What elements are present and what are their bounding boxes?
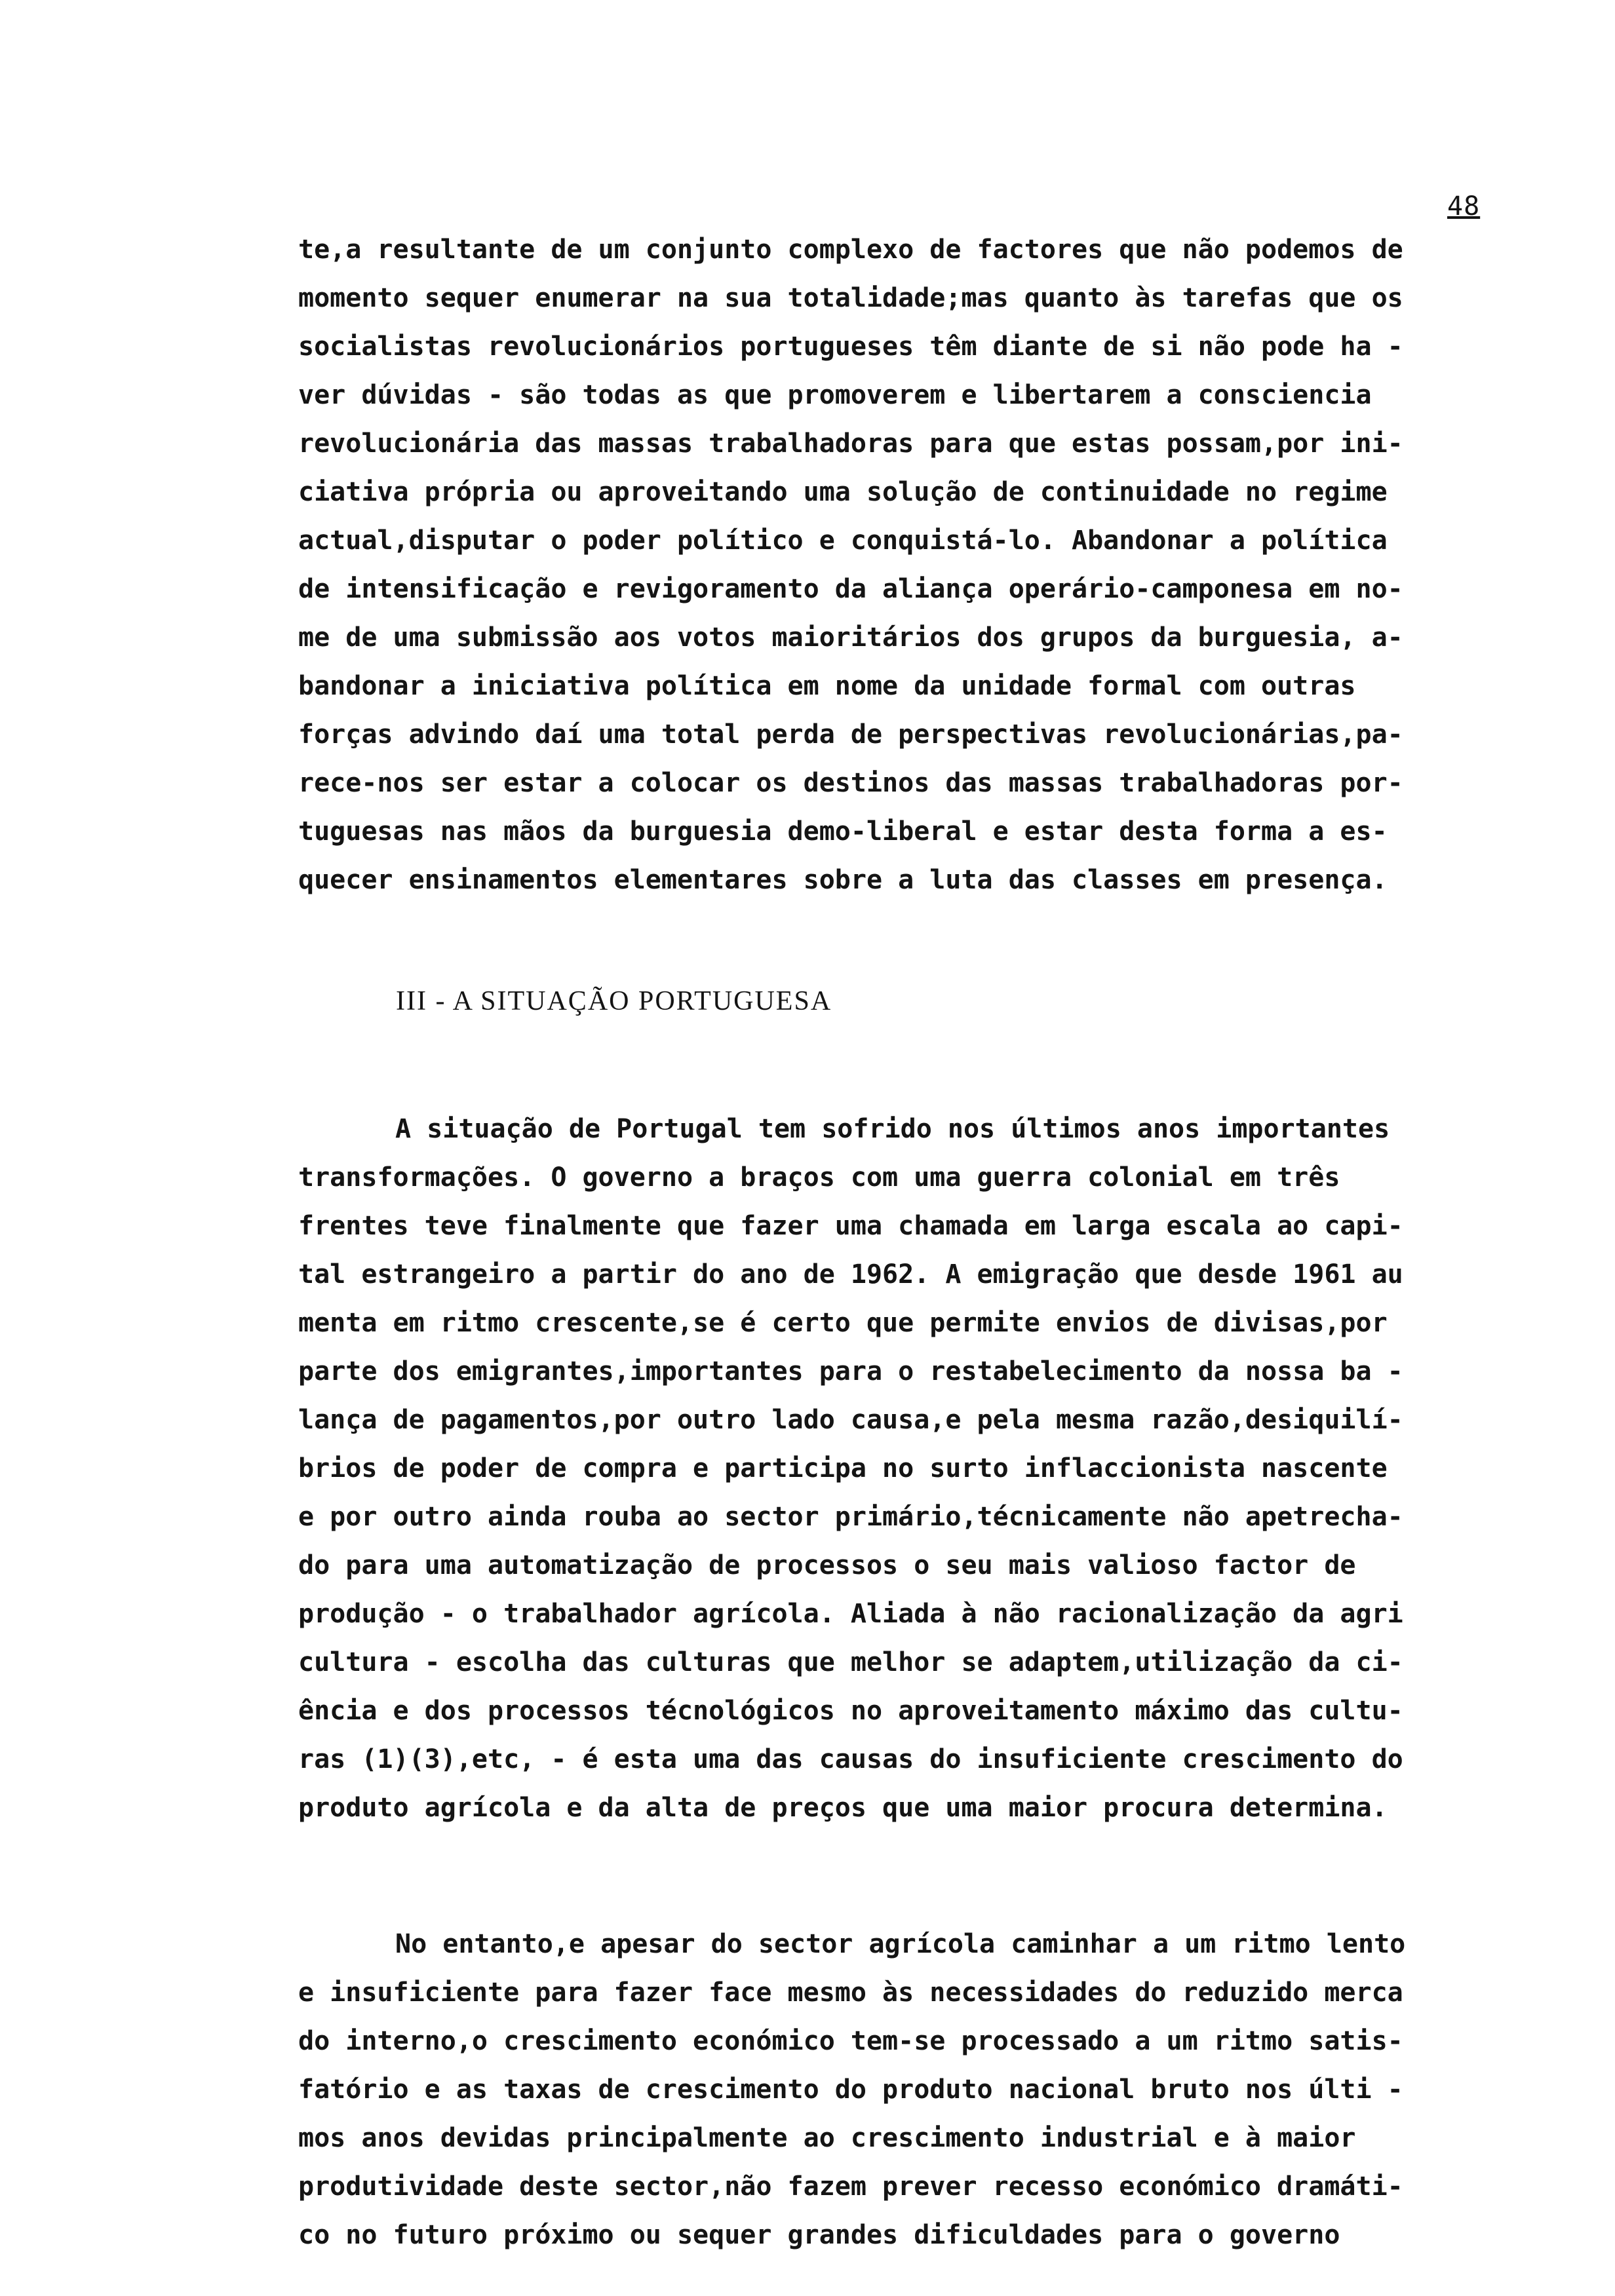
paragraph-2 bbox=[298, 1105, 1524, 1832]
text-line: revolucionária das massas trabalhadoras para que estas possam,por ini- bbox=[298, 429, 1403, 459]
text-line: ciativa própria ou aproveitando uma solução de continuidade no regime bbox=[298, 477, 1388, 507]
text-line: ência e dos processos técnológicos no aproveitamento máximo das cultu- bbox=[298, 1696, 1403, 1726]
text-line: rece-nos ser estar a colocar os destinos das massas trabalhadoras por- bbox=[298, 768, 1403, 798]
text-line: transformações. O governo a braços com uma guerra colonial em três bbox=[298, 1162, 1340, 1193]
text-line: fatório e as taxas de crescimento do produto nacional bruto nos últi - bbox=[298, 2075, 1403, 2105]
text-line: me de uma submissão aos votos maioritários dos grupos da burguesia, a- bbox=[298, 622, 1403, 653]
text-line: produto agrícola e da alta de preços que uma maior procura determina. bbox=[298, 1793, 1388, 1823]
text-line: momento sequer enumerar na sua totalidade;mas quanto às tarefas que os bbox=[298, 283, 1403, 313]
text-line: ver dúvidas - são todas as que promoverem e libertarem a consciencia bbox=[298, 380, 1372, 410]
text-line: co no futuro próximo ou sequer grandes dificuldades para o governo bbox=[298, 2220, 1340, 2250]
text-line: e por outro ainda rouba ao sector primário,técnicamente não apetrecha- bbox=[298, 1502, 1403, 1532]
paragraph-3 bbox=[298, 1920, 1524, 2259]
text-line: lança de pagamentos,por outro lado causa,e pela mesma razão,desiquilí- bbox=[298, 1405, 1403, 1435]
text-line: produção - o trabalhador agrícola. Aliada à não racionalização da agri bbox=[298, 1599, 1403, 1629]
text-line: menta em ritmo crescente,se é certo que permite envios de divisas,por bbox=[298, 1308, 1388, 1338]
paragraph-1 bbox=[298, 225, 1524, 904]
text-line: quecer ensinamentos elementares sobre a luta das classes em presença. bbox=[298, 865, 1388, 895]
section-heading: III - A SITUAÇÃO PORTUGUESA bbox=[396, 986, 832, 1016]
text-line: ras (1)(3),etc, - é esta uma das causas do insuficiente crescimento do bbox=[298, 1744, 1403, 1774]
text-line: tal estrangeiro a partir do ano de 1962. A emigração que desde 1961 au bbox=[298, 1259, 1403, 1290]
text-line: tuguesas nas mãos da burguesia demo-liberal e estar desta forma a es- bbox=[298, 816, 1388, 847]
text-line: de intensificação e revigoramento da aliança operário-camponesa em no- bbox=[298, 574, 1403, 604]
text-line: parte dos emigrantes,importantes para o restabelecimento da nossa ba - bbox=[298, 1356, 1403, 1387]
text-line: No entanto,e apesar do sector agrícola caminhar a um ritmo lento bbox=[395, 1929, 1406, 1959]
text-line: socialistas revolucionários portugueses têm diante de si não pode ha - bbox=[298, 332, 1403, 362]
text-line: brios de poder de compra e participa no surto inflaccionista nascente bbox=[298, 1453, 1388, 1483]
text-line: do interno,o crescimento económico tem-se processado a um ritmo satis- bbox=[298, 2026, 1403, 2056]
text-line: produtividade deste sector,não fazem prever recesso económico dramáti- bbox=[298, 2172, 1403, 2202]
text-line: bandonar a iniciativa política em nome da unidade formal com outras bbox=[298, 671, 1356, 701]
text-line: A situação de Portugal tem sofrido nos últimos anos importantes bbox=[395, 1114, 1390, 1144]
text-line: cultura - escolha das culturas que melhor se adaptem,utilização da ci- bbox=[298, 1647, 1403, 1677]
page-number: 48 bbox=[1447, 191, 1481, 221]
text-line: forças advindo daí uma total perda de perspectivas revolucionárias,pa- bbox=[298, 719, 1403, 750]
text-line: mos anos devidas principalmente ao crescimento industrial e à maior bbox=[298, 2123, 1356, 2153]
text-line: do para uma automatização de processos o seu mais valioso factor de bbox=[298, 1550, 1356, 1580]
text-line: actual,disputar o poder político e conquistá-lo. Abandonar a política bbox=[298, 526, 1388, 556]
text-line: e insuficiente para fazer face mesmo às necessidades do reduzido merca bbox=[298, 1978, 1403, 2008]
text-line: te,a resultante de um conjunto complexo de factores que não podemos de bbox=[298, 235, 1403, 265]
text-line: frentes teve finalmente que fazer uma chamada em larga escala ao capi- bbox=[298, 1211, 1403, 1241]
